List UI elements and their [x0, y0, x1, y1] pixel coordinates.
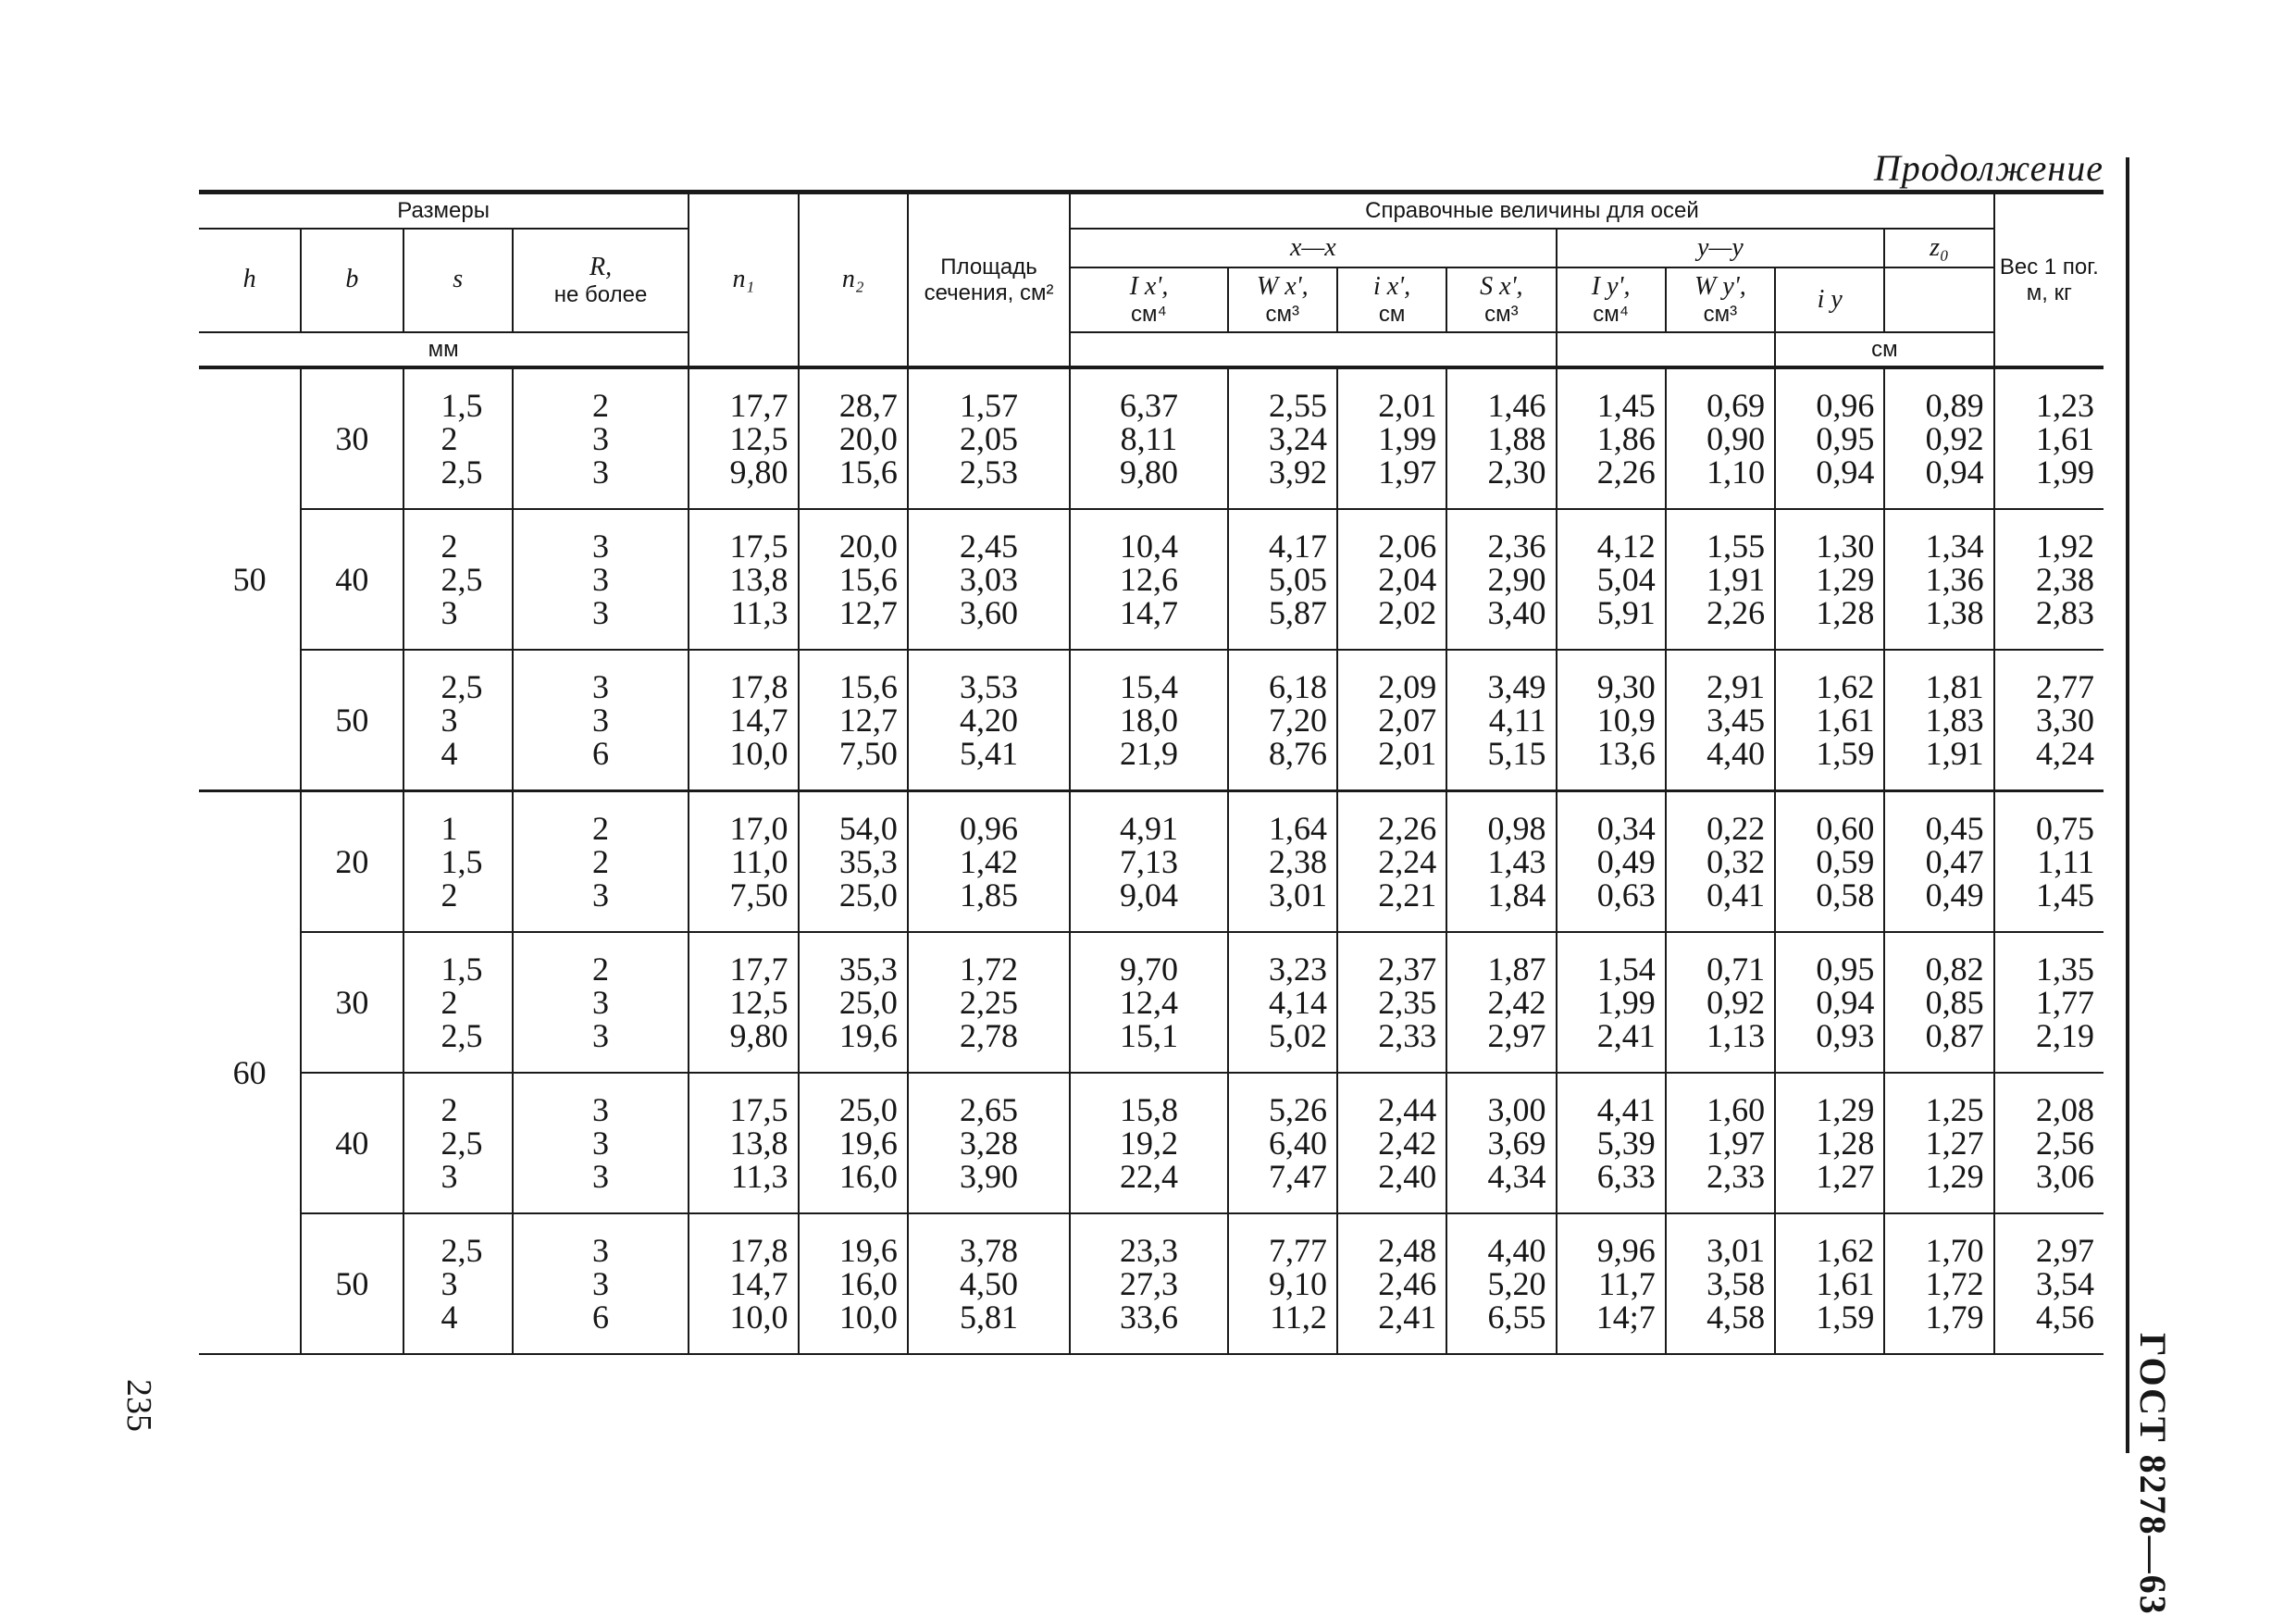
iiy-cell: 1,62 1,61 1,59 — [1775, 1213, 1884, 1354]
header-iy: I y', см⁴ — [1557, 267, 1666, 332]
header-sizes: Размеры — [199, 193, 689, 229]
table-row — [199, 367, 2104, 509]
header-iix: i x', см — [1337, 267, 1446, 332]
iy-cell: 4,41 5,39 6,33 — [1557, 1073, 1666, 1213]
header-n2: n₂ — [799, 193, 908, 368]
z0-cell: 0,89 0,92 0,94 — [1884, 367, 1993, 509]
section-properties-table — [199, 190, 2104, 1355]
iix-cell: 2,44 2,42 2,40 — [1337, 1073, 1446, 1213]
wy-cell: 1,55 1,91 2,26 — [1666, 509, 1775, 650]
ix-cell: 15,4 18,0 21,9 — [1070, 650, 1227, 791]
header-wx: W x', см³ — [1228, 267, 1337, 332]
wx-cell: 1,64 2,38 3,01 — [1228, 791, 1337, 933]
r-cell: 2 2 3 — [513, 791, 689, 933]
header-weight: Вес 1 пог. м, кг — [1994, 193, 2104, 368]
iiy-cell: 1,62 1,61 1,59 — [1775, 650, 1884, 791]
z0-cell: 1,70 1,72 1,79 — [1884, 1213, 1993, 1354]
header-z0: z₀ — [1884, 229, 1993, 267]
n1-cell: 17,8 14,7 10,0 — [689, 650, 798, 791]
s-cell: 2 2,5 3 — [403, 509, 513, 650]
header-ix: I x', см⁴ — [1070, 267, 1227, 332]
area-cell: 3,53 4,20 5,41 — [908, 650, 1070, 791]
b-cell: 40 — [301, 1073, 403, 1213]
sx-cell: 3,49 4,11 5,15 — [1446, 650, 1556, 791]
weight-cell: 2,77 3,30 4,24 — [1994, 650, 2104, 791]
wy-cell: 1,60 1,97 2,33 — [1666, 1073, 1775, 1213]
b-cell: 50 — [301, 650, 403, 791]
wy-cell: 3,01 3,58 4,58 — [1666, 1213, 1775, 1354]
n2-cell: 20,0 15,6 12,7 — [799, 509, 908, 650]
n2-cell: 35,3 25,0 19,6 — [799, 932, 908, 1073]
header-s: s — [403, 229, 513, 332]
iy-cell: 1,54 1,99 2,41 — [1557, 932, 1666, 1073]
b-cell: 50 — [301, 1213, 403, 1354]
header-h: h — [199, 229, 301, 332]
h-cell: 60 — [199, 791, 301, 1355]
header-yy-units — [1557, 332, 1776, 368]
standard-label: ГОСТ 8278—63 — [2132, 1333, 2174, 1616]
n1-cell: 17,5 13,8 11,3 — [689, 1073, 798, 1213]
iix-cell: 2,06 2,04 2,02 — [1337, 509, 1446, 650]
weight-cell: 1,92 2,38 2,83 — [1994, 509, 2104, 650]
wy-cell: 2,91 3,45 4,40 — [1666, 650, 1775, 791]
b-cell: 30 — [301, 932, 403, 1073]
table-row — [199, 509, 2104, 650]
wx-cell: 6,18 7,20 8,76 — [1228, 650, 1337, 791]
n2-cell: 19,6 16,0 10,0 — [799, 1213, 908, 1354]
s-cell: 2,5 3 4 — [403, 650, 513, 791]
page-edge-rule — [2126, 157, 2129, 1453]
sx-cell: 1,87 2,42 2,97 — [1446, 932, 1556, 1073]
sx-cell: 2,36 2,90 3,40 — [1446, 509, 1556, 650]
sx-cell: 4,40 5,20 6,55 — [1446, 1213, 1556, 1354]
weight-cell: 0,75 1,11 1,45 — [1994, 791, 2104, 933]
s-cell: 1,5 2 2,5 — [403, 932, 513, 1073]
table-header — [199, 193, 2104, 368]
sx-cell: 3,00 3,69 4,34 — [1446, 1073, 1556, 1213]
iiy-cell: 0,95 0,94 0,93 — [1775, 932, 1884, 1073]
s-cell: 2,5 3 4 — [403, 1213, 513, 1354]
iix-cell: 2,26 2,24 2,21 — [1337, 791, 1446, 933]
area-cell: 1,57 2,05 2,53 — [908, 367, 1070, 509]
weight-cell: 1,23 1,61 1,99 — [1994, 367, 2104, 509]
header-r: R, не более — [513, 229, 689, 332]
weight-cell: 2,97 3,54 4,56 — [1994, 1213, 2104, 1354]
header-axis-yy: y—y — [1557, 229, 1885, 267]
area-cell: 2,65 3,28 3,90 — [908, 1073, 1070, 1213]
ix-cell: 6,37 8,11 9,80 — [1070, 367, 1227, 509]
iy-cell: 9,30 10,9 13,6 — [1557, 650, 1666, 791]
iy-cell: 0,34 0,49 0,63 — [1557, 791, 1666, 933]
header-cm: см — [1775, 332, 1994, 368]
s-cell: 1 1,5 2 — [403, 791, 513, 933]
ix-cell: 15,8 19,2 22,4 — [1070, 1073, 1227, 1213]
n2-cell: 15,6 12,7 7,50 — [799, 650, 908, 791]
z0-cell: 0,45 0,47 0,49 — [1884, 791, 1993, 933]
wx-cell: 7,77 9,10 11,2 — [1228, 1213, 1337, 1354]
wx-cell: 5,26 6,40 7,47 — [1228, 1073, 1337, 1213]
header-mm: мм — [199, 332, 689, 368]
r-cell: 3 3 6 — [513, 1213, 689, 1354]
iy-cell: 1,45 1,86 2,26 — [1557, 367, 1666, 509]
n2-cell: 25,0 19,6 16,0 — [799, 1073, 908, 1213]
header-wy: W y', см³ — [1666, 267, 1775, 332]
r-cell: 3 3 3 — [513, 1073, 689, 1213]
iiy-cell: 1,29 1,28 1,27 — [1775, 1073, 1884, 1213]
wy-cell: 0,69 0,90 1,10 — [1666, 367, 1775, 509]
ix-cell: 10,4 12,6 14,7 — [1070, 509, 1227, 650]
h-cell: 50 — [199, 367, 301, 791]
continuation-label: Продолжение — [1873, 147, 2104, 189]
r-cell: 3 3 6 — [513, 650, 689, 791]
wy-cell: 0,22 0,32 0,41 — [1666, 791, 1775, 933]
area-cell: 0,96 1,42 1,85 — [908, 791, 1070, 933]
n1-cell: 17,7 12,5 9,80 — [689, 367, 798, 509]
header-xx-units — [1070, 332, 1556, 368]
area-cell: 3,78 4,50 5,81 — [908, 1213, 1070, 1354]
iiy-cell: 0,96 0,95 0,94 — [1775, 367, 1884, 509]
sx-cell: 0,98 1,43 1,84 — [1446, 791, 1556, 933]
table-row — [199, 650, 2104, 791]
wx-cell: 3,23 4,14 5,02 — [1228, 932, 1337, 1073]
ix-cell: 23,3 27,3 33,6 — [1070, 1213, 1227, 1354]
weight-cell: 1,35 1,77 2,19 — [1994, 932, 2104, 1073]
iix-cell: 2,37 2,35 2,33 — [1337, 932, 1446, 1073]
n1-cell: 17,8 14,7 10,0 — [689, 1213, 798, 1354]
iiy-cell: 0,60 0,59 0,58 — [1775, 791, 1884, 933]
page-number: 235 — [119, 1379, 158, 1432]
n2-cell: 28,7 20,0 15,6 — [799, 367, 908, 509]
header-b: b — [301, 229, 403, 332]
iix-cell: 2,01 1,99 1,97 — [1337, 367, 1446, 509]
ix-cell: 4,91 7,13 9,04 — [1070, 791, 1227, 933]
area-cell: 1,72 2,25 2,78 — [908, 932, 1070, 1073]
header-reference: Справочные величины для осей — [1070, 193, 1993, 229]
header-axis-xx: x—x — [1070, 229, 1556, 267]
s-cell: 1,5 2 2,5 — [403, 367, 513, 509]
iix-cell: 2,09 2,07 2,01 — [1337, 650, 1446, 791]
header-area: Площадь сечения, см² — [908, 193, 1070, 368]
ix-cell: 9,70 12,4 15,1 — [1070, 932, 1227, 1073]
table-row — [199, 932, 2104, 1073]
z0-cell: 0,82 0,85 0,87 — [1884, 932, 1993, 1073]
iix-cell: 2,48 2,46 2,41 — [1337, 1213, 1446, 1354]
s-cell: 2 2,5 3 — [403, 1073, 513, 1213]
table-row — [199, 1073, 2104, 1213]
z0-cell: 1,81 1,83 1,91 — [1884, 650, 1993, 791]
iy-cell: 4,12 5,04 5,91 — [1557, 509, 1666, 650]
n2-cell: 54,0 35,3 25,0 — [799, 791, 908, 933]
header-n1: n₁ — [689, 193, 798, 368]
table-row — [199, 1213, 2104, 1354]
n1-cell: 17,0 11,0 7,50 — [689, 791, 798, 933]
r-cell: 2 3 3 — [513, 932, 689, 1073]
z0-cell: 1,34 1,36 1,38 — [1884, 509, 1993, 650]
iy-cell: 9,96 11,7 14;7 — [1557, 1213, 1666, 1354]
header-z0-blank — [1884, 267, 1993, 332]
table-body — [199, 367, 2104, 1354]
header-iiy: i y — [1775, 267, 1884, 332]
z0-cell: 1,25 1,27 1,29 — [1884, 1073, 1993, 1213]
wx-cell: 2,55 3,24 3,92 — [1228, 367, 1337, 509]
sx-cell: 1,46 1,88 2,30 — [1446, 367, 1556, 509]
wy-cell: 0,71 0,92 1,13 — [1666, 932, 1775, 1073]
b-cell: 30 — [301, 367, 403, 509]
weight-cell: 2,08 2,56 3,06 — [1994, 1073, 2104, 1213]
iiy-cell: 1,30 1,29 1,28 — [1775, 509, 1884, 650]
r-cell: 2 3 3 — [513, 367, 689, 509]
area-cell: 2,45 3,03 3,60 — [908, 509, 1070, 650]
n1-cell: 17,7 12,5 9,80 — [689, 932, 798, 1073]
table-row — [199, 791, 2104, 933]
header-sx: S x', см³ — [1446, 267, 1556, 332]
wx-cell: 4,17 5,05 5,87 — [1228, 509, 1337, 650]
n1-cell: 17,5 13,8 11,3 — [689, 509, 798, 650]
b-cell: 40 — [301, 509, 403, 650]
b-cell: 20 — [301, 791, 403, 933]
r-cell: 3 3 3 — [513, 509, 689, 650]
